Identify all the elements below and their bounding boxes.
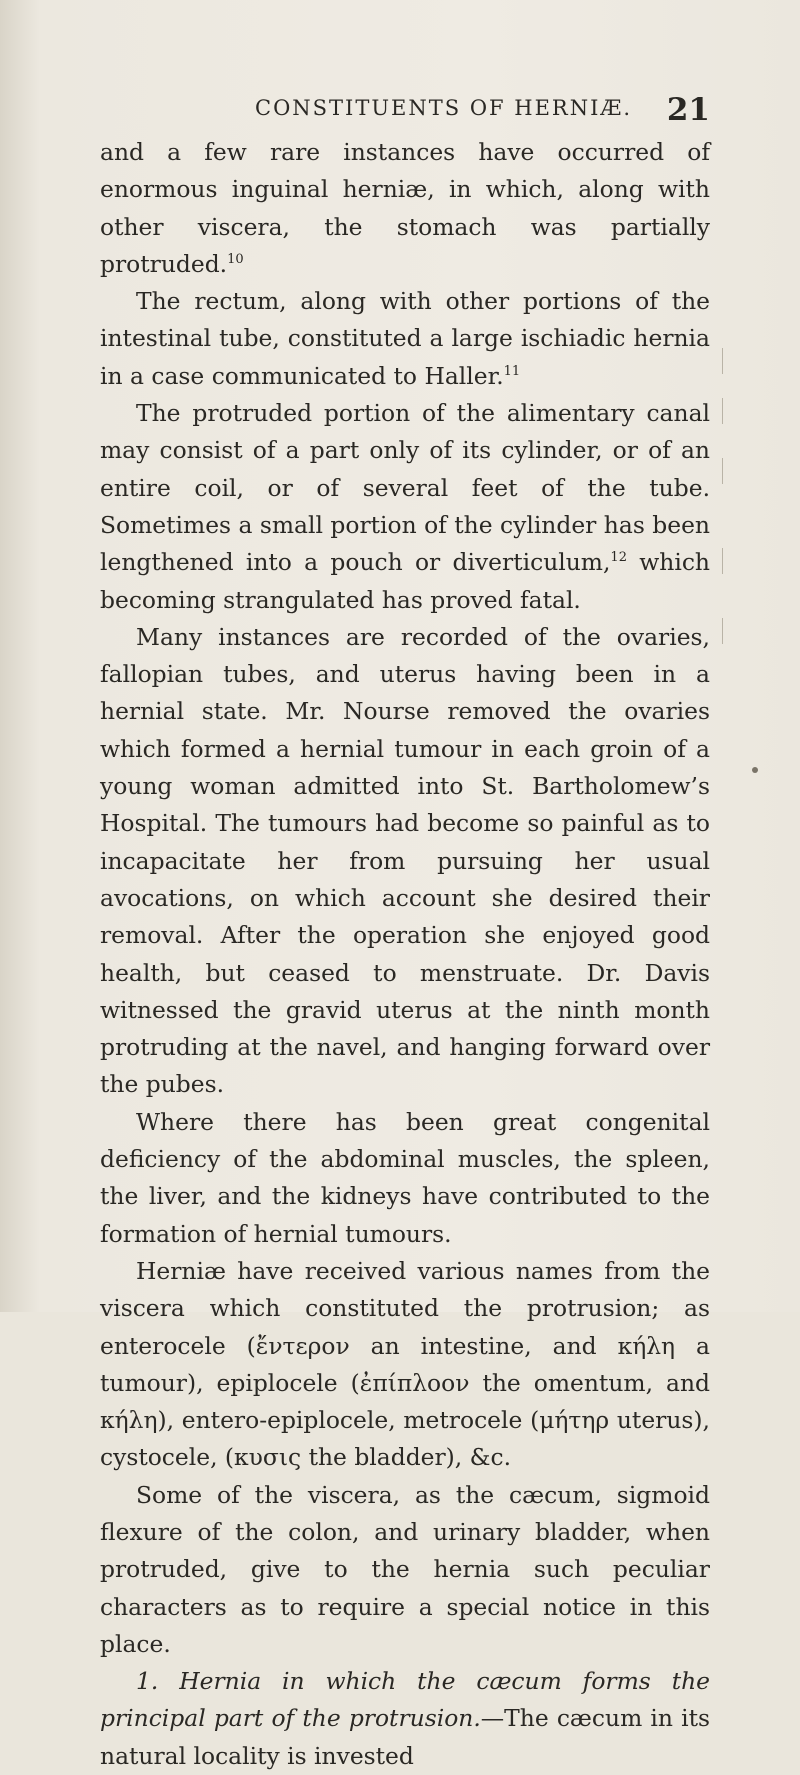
show-through-mark <box>722 458 723 484</box>
footnote-ref: 10 <box>227 252 244 268</box>
footnote-ref: 12 <box>610 550 627 566</box>
show-through-marks <box>718 348 730 648</box>
paragraph: The rectum, along with other portions of the intestinal tube, constituted a large ischiadic hernia in a case communicated to Haller.$^{11}$ <box>100 287 710 390</box>
show-through-mark <box>722 348 723 374</box>
running-head: CONSTITUENTS OF HERNIÆ. <box>255 96 633 120</box>
paragraph: 1. Hernia in which the cæcum forms the principal part of the protrusion.—The cæcum in its natural locality is invested <box>100 1667 710 1770</box>
footnote-ref: 11 <box>503 363 521 379</box>
ink-spot <box>752 767 758 773</box>
body-text <box>100 134 710 1775</box>
paragraph: Herniæ have received various names from the viscera which constituted the protrusion; as enterocele (ἔντερον an intestine, and κήλη a tumour), epiplocele (ἐπίπλοον the omentum, and κήλη), entero-epiplocele, metrocele (μήτηρ uterus), cystocele, (κυσις the bladder), &c. <box>100 1256 710 1472</box>
page-number: 21 <box>666 92 710 128</box>
show-through-mark <box>722 618 723 644</box>
show-through-mark <box>722 398 723 424</box>
paragraph: The protruded portion of the alimentary canal may consist of a part only of its cylinder, or of an entire coil, or of several feet of the tube. Sometimes a small portion of the cylinder has been lengthened into a pouch or diverticulum,$^{12}$ which becoming strangulated has proved fatal. <box>100 399 710 614</box>
section-heading: 1. Hernia in which the cæcum forms the principal part of the protrusion. <box>100 1667 710 1733</box>
page-header <box>100 92 710 132</box>
paragraph: Where there has been great congenital deficiency of the abdominal muscles, the spleen, the liver, and the kidneys have contributed to the formation of hernial tumours. <box>100 1107 710 1248</box>
paragraph: Many instances are recorded of the ovaries, fallopian tubes, and uterus having been in a hernial state. Mr. Nourse removed the ovaries which formed a hernial tumour in each groin of a young woman admitted into St. Bartholomew’s Hospital. The tumours had become so painful as to incapacitate her from pursuing her usual avocations, on which account she desired their removal. After the operation she enjoyed good health, but ceased to menstruate. Dr. Davis witnessed the gravid uterus at the ninth month protruding at the navel, and hanging forward over the pubes. <box>100 622 710 1099</box>
paragraph: Some of the viscera, as the cæcum, sigmoid flexure of the colon, and urinary bladder, when protruded, give to the hernia such peculiar characters as to require a special notice in this place. <box>100 1480 710 1658</box>
show-through-mark <box>722 548 723 574</box>
paragraph: and a few rare instances have occurred of enormous inguinal herniæ, in which, along with other viscera, the stomach was partially protruded.$^{10}$ <box>100 138 710 278</box>
